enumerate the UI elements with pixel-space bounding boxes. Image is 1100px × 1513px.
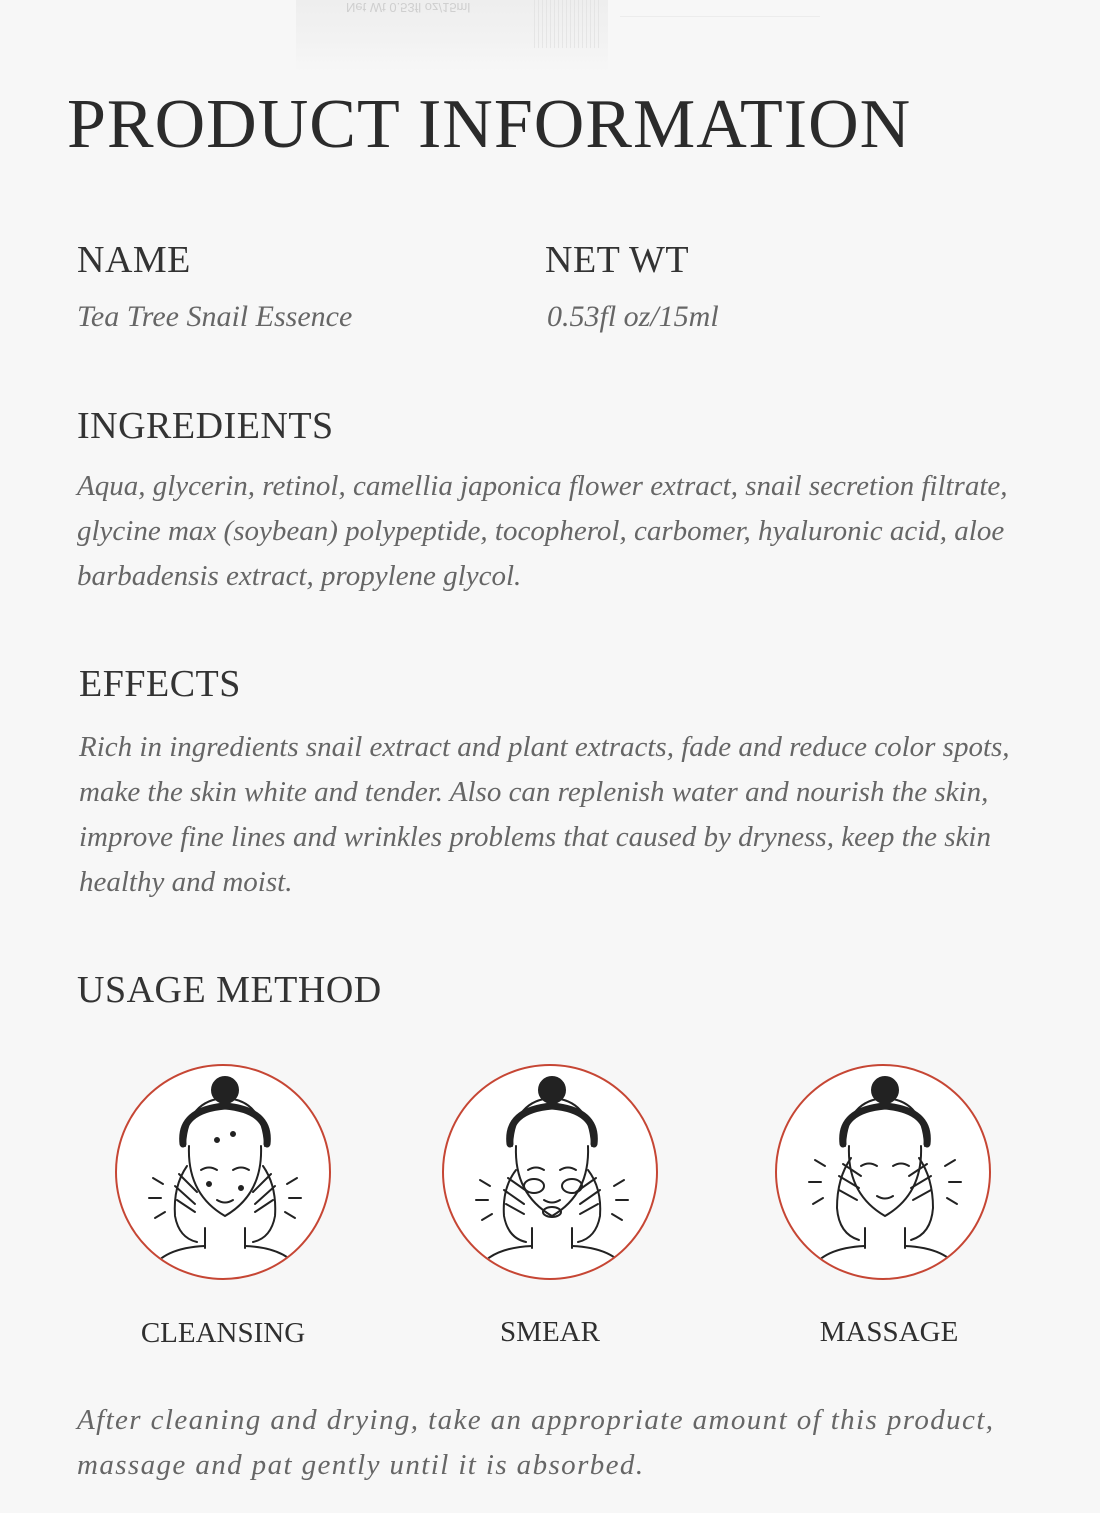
- effects-line: improve fine lines and wrinkles problems that caused by dryness, keep the skin: [79, 821, 991, 853]
- effects-line: healthy and moist.: [79, 866, 293, 898]
- ingredients-line: barbadensis extract, propylene glycol.: [77, 560, 522, 592]
- usage-instruction-line: massage and pat gently until it is absorbed.: [77, 1449, 645, 1481]
- product-bottle-fragment: [296, 0, 608, 72]
- cleansing-step-illustration: [115, 1064, 331, 1280]
- effects-text: [79, 725, 1039, 905]
- face-cleansing-icon: [117, 1066, 329, 1278]
- effects-line: Rich in ingredients snail extract and plant extracts, fade and reduce color spots,: [79, 731, 1010, 763]
- massage-step-illustration: [775, 1064, 991, 1280]
- product-cap-fragment: [620, 0, 820, 17]
- page-title: PRODUCT INFORMATION: [67, 86, 912, 163]
- net-wt-value: 0.53fl oz/15ml: [547, 300, 719, 333]
- ingredients-line: Aqua, glycerin, retinol, camellia japonica flower extract, snail secretion filtrate,: [77, 470, 1008, 502]
- usage-instruction-line: After cleaning and drying, take an appropriate amount of this product,: [77, 1404, 995, 1436]
- name-label: NAME: [77, 239, 191, 281]
- bottle-print: Net Wt 0.53fl oz/15ml: [346, 0, 471, 15]
- net-wt-label: NET WT: [545, 239, 690, 281]
- step-label-cleansing: CLEANSING: [140, 1317, 306, 1349]
- smear-step-illustration: [442, 1064, 658, 1280]
- face-massage-icon: [777, 1066, 989, 1278]
- name-value: Tea Tree Snail Essence: [77, 300, 353, 333]
- step-label-smear: SMEAR: [500, 1316, 600, 1348]
- usage-label: USAGE METHOD: [77, 969, 382, 1011]
- step-label-massage: MASSAGE: [819, 1316, 959, 1348]
- ingredients-label: INGREDIENTS: [77, 405, 334, 447]
- effects-label: EFFECTS: [79, 663, 241, 705]
- usage-instruction: [77, 1398, 1027, 1488]
- ingredients-text: [77, 464, 1037, 599]
- face-smear-icon: [444, 1066, 656, 1278]
- effects-line: make the skin white and tender. Also can replenish water and nourish the skin,: [79, 776, 989, 808]
- bottle-ribbing: [534, 0, 602, 48]
- ingredients-line: glycine max (soybean) polypeptide, tocopherol, carbomer, hyaluronic acid, aloe: [77, 515, 1005, 547]
